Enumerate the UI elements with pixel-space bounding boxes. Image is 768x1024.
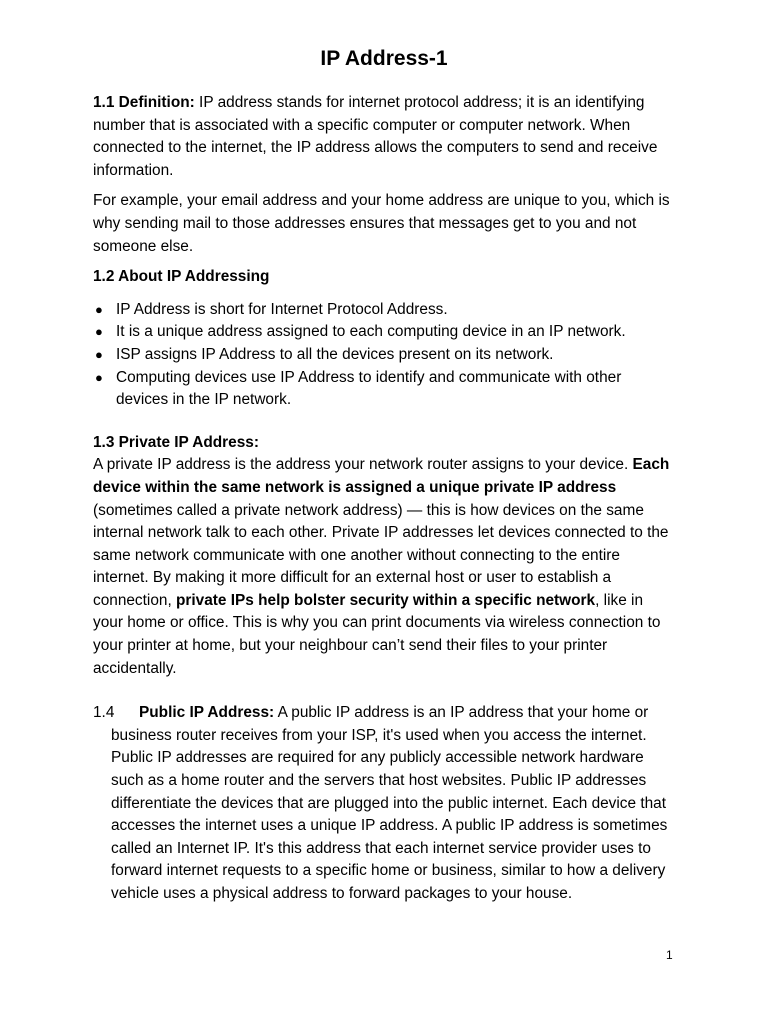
definition-heading: 1.1 Definition: [93,94,195,111]
list-item: ● IP Address is short for Internet Protocol Address. [93,299,675,322]
bullet-icon: ● [95,301,103,317]
public-ip-paragraph [93,702,675,905]
bullet-icon: ● [95,369,103,385]
section-number: 1.4 [93,704,115,722]
example-paragraph: For example, your email address and your home address are unique to you, which is why sending mail to those addresses ensures that messages get to you and not someone else. [93,192,670,255]
private-ip-heading: 1.3 Private IP Address: [93,433,259,451]
definition-text: IP address stands for internet protocol address; it is an identifying number that is associated with a specific computer or computer network. When connected to the internet, the IP address allows the computers to send and receive information. [93,94,658,179]
document-page [93,46,675,914]
list-item: ● Computing devices use IP Address to identify and communicate with other devices in the IP network. [95,368,622,409]
page-title: IP Address-1 [320,47,448,70]
list-item: ● It is a unique address assigned to each computing device in an IP network. [93,321,675,344]
bullet-icon: ● [95,324,103,340]
public-ip-heading: Public IP Address: [139,704,275,722]
about-addressing-heading: 1.2 About IP Addressing [93,268,270,286]
private-ip-section [93,432,675,681]
bullet-icon: ● [95,346,103,362]
definition-paragraph [93,92,675,182]
page-number: 1 [666,948,673,962]
list-item: ● ISP assigns IP Address to all the devices present on its network. [93,344,675,367]
public-ip-text: A public IP address is an IP address that your home or business router receives from your ISP, it's used when you access the internet. Public IP addresses are required for any publicly accessible network hardware such as a home router and the servers that host websites. Public IP addresses differentiate the devices that are plugged into the public internet. Each device that accesses the internet uses a unique IP address. A public IP address is sometimes called an Internet IP. It's this address that each internet service provider uses to forward internet requests to a specific home or business, similar to how a delivery vehicle uses a physical address to forward packages to your house. [111,704,668,902]
private-ip-paragraph: A private IP address is the address your network router assigns to your device. Each device within the same network is assigned a unique private IP address (sometimes called a private network address) — this is how devices on the same internal network talk to each other. Private IP addresses let devices connected to the same network communicate with one another without connecting to the entire internet. By making it more difficult for an external host or user to establish a connection, private IPs help bolster security within a specific network, like in your home or office. This is why you can print documents via wireless connection to your printer at home, but your neighbour can’t send their files to your printer accidentally. [93,456,670,677]
about-addressing-list [93,299,675,412]
